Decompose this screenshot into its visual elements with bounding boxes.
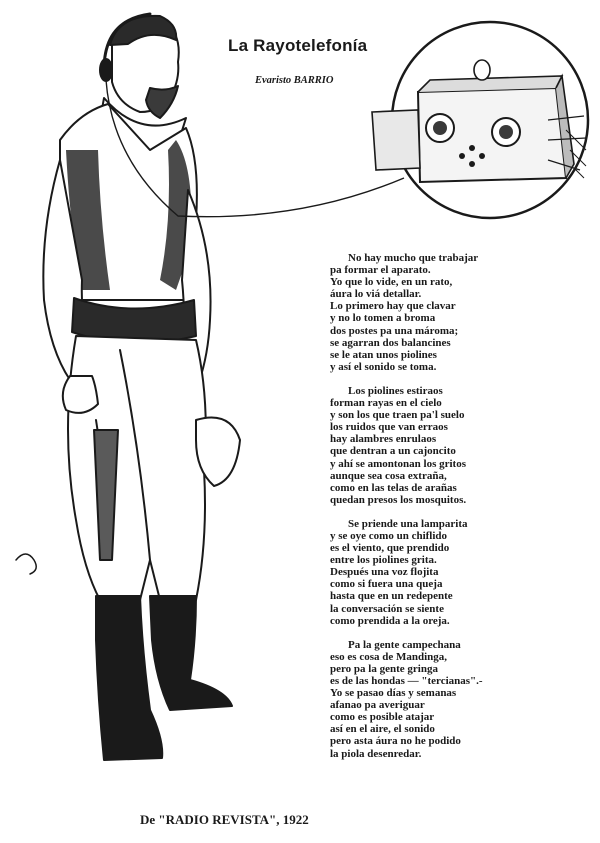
poem-line: como es posible atajar xyxy=(330,711,435,724)
gaucho-figure xyxy=(16,14,240,760)
poem-line: hasta que en un redepente xyxy=(330,590,453,603)
poem-line: afanao pa averiguar xyxy=(330,699,425,712)
poem-body xyxy=(330,252,585,772)
poem-stanza xyxy=(330,639,585,760)
poem-line: entre los piolines grita. xyxy=(330,554,437,567)
poem-line: como si fuera una queja xyxy=(330,578,443,591)
poem-line: pero pa la gente gringa xyxy=(330,662,438,675)
poem-line: aunque sea cosa extraña, xyxy=(330,469,447,482)
source-credit: De "RADIO REVISTA", 1922 xyxy=(140,812,309,827)
poem-line: áura lo viá detallar. xyxy=(330,288,422,301)
radio-inset xyxy=(372,22,588,218)
article-title: La Rayotelefonía xyxy=(228,36,368,55)
poem-line: Yo que lo vide, en un rato, xyxy=(330,276,453,289)
poem-line: como en las telas de arañas xyxy=(330,481,457,494)
poem-line: y así el sonido se toma. xyxy=(330,360,437,373)
poem-stanza xyxy=(330,385,585,506)
poem-line: los ruidos que van erraos xyxy=(330,421,448,434)
poem-line: Yo se pasao días y semanas xyxy=(330,687,457,700)
poem-line: se le atan unos piolines xyxy=(330,348,437,361)
poem-line: pa formar el aparato. xyxy=(330,264,431,277)
poem-line: hay alambres enrulaos xyxy=(330,433,437,446)
poem-line: la conversación se siente xyxy=(330,602,444,615)
poem-line: es el viento, que prendido xyxy=(330,542,450,555)
poem-line: y no lo tomen a broma xyxy=(330,312,436,325)
poem-line: así en el aire, el sonido xyxy=(330,723,435,736)
poem-line: y son los que traen pa'l suelo xyxy=(330,409,465,422)
poem-line: quedan presos los mosquitos. xyxy=(330,493,467,506)
poem-line: eso es cosa de Mandinga, xyxy=(330,650,448,663)
poem-line: Lo primero hay que clavar xyxy=(330,300,456,313)
poem-line: y se oye como un chiflido xyxy=(330,529,448,542)
poem-line: se agarran dos balancines xyxy=(330,336,451,349)
poem-line: y ahí se amontonan los gritos xyxy=(330,457,466,470)
poem-line: Después una voz flojita xyxy=(330,566,439,579)
poem-line: Pa la gente campechana xyxy=(348,638,461,651)
poem-line: es de las hondas — "tercianas".- xyxy=(330,675,483,687)
article-author: Evaristo BARRIO xyxy=(255,75,334,86)
poem-stanza xyxy=(330,518,585,627)
poem-line: la piola desenredar. xyxy=(330,747,422,760)
poem-line: pero asta áura no he podido xyxy=(330,735,461,748)
poem-line: dos postes pa una mároma; xyxy=(330,324,459,337)
poem-line: forman rayas en el cielo xyxy=(330,397,442,410)
poem-stanza xyxy=(330,252,585,373)
poem-line: que dentran a un cajoncito xyxy=(330,445,456,458)
poem-line: No hay mucho que trabajar xyxy=(348,252,479,264)
poem-line: Los piolines estiraos xyxy=(348,384,443,397)
poem-line: como prendida a la oreja. xyxy=(330,614,450,627)
poem-line: Se priende una lamparita xyxy=(348,517,468,530)
